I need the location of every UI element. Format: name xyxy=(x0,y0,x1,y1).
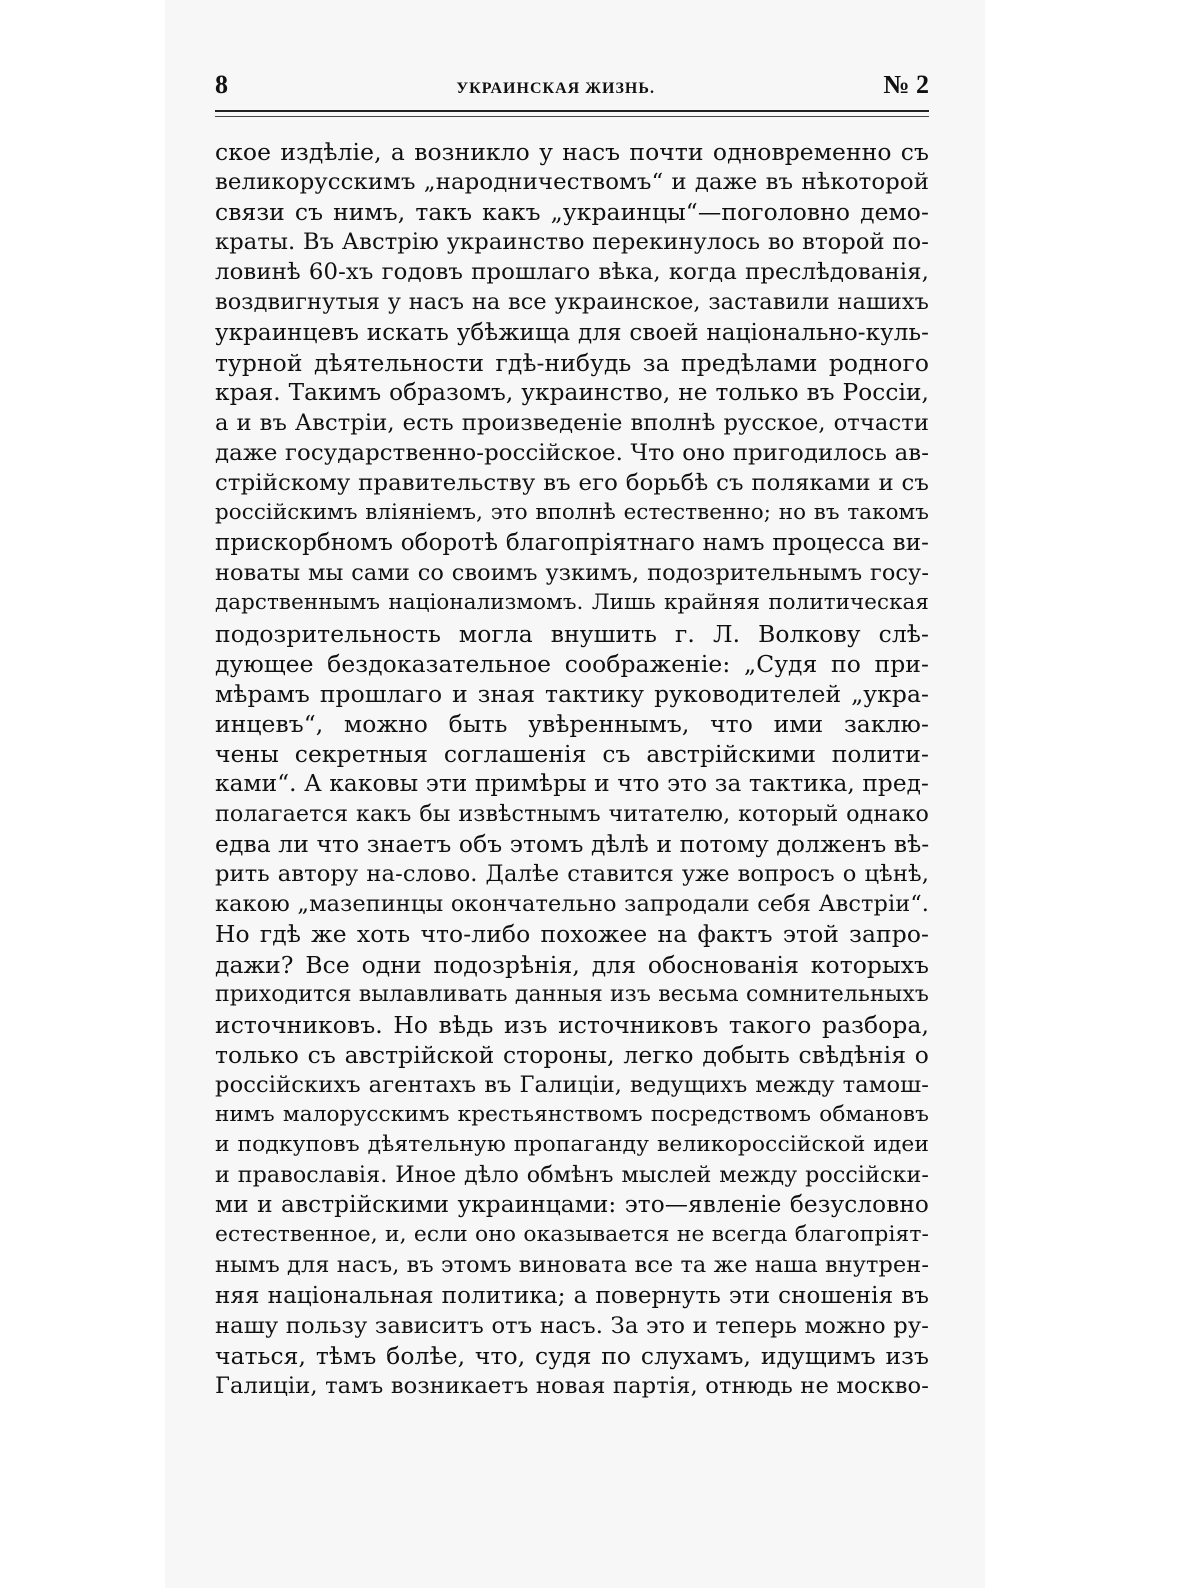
text-line: воздвигнутыя у насъ на все украинское, заставили нашихъ xyxy=(215,289,929,316)
text-line: прискорбномъ оборотѣ благопріятнаго намъ процесса ви- xyxy=(215,530,929,557)
text-line: Галиціи, тамъ возникаетъ новая партія, отнюдь не москво- xyxy=(215,1372,929,1399)
text-line: ское издѣліе, а возникло у насъ почти одновременно съ xyxy=(215,138,929,166)
text-line: дажи? Все одни подозрѣнія, для обоснованія которыхъ xyxy=(215,950,929,979)
text-line: няя національная политика; а повернуть эти сношенія въ xyxy=(215,1282,929,1309)
text-line: подозрительность могла внушить г. Л. Волкову слѣ- xyxy=(215,619,929,648)
text-line: инцевъ“, можно быть увѣреннымъ, что ими заклю- xyxy=(215,709,929,738)
text-line: нымъ для насъ, въ этомъ виновата все та же наша внутрен- xyxy=(215,1252,929,1279)
text-line: Но гдѣ же хоть что-либо похожее на фактъ этой запро- xyxy=(215,920,929,949)
text-line: едва ли что знаетъ объ этомъ дѣлѣ и потому долженъ вѣ- xyxy=(215,830,930,859)
text-line: даже государственно-россійское. Что оно пригодилось ав- xyxy=(215,439,929,466)
text-line: приходится вылавливать данныя изъ весьма сомнительныхъ xyxy=(215,981,929,1007)
text-line: а и въ Австріи, есть произведеніе вполнѣ русское, отчасти xyxy=(215,409,929,436)
page-number: 8 xyxy=(215,70,228,99)
page xyxy=(215,70,929,1401)
text-line: украинцевъ искать убѣжища для своей національно-куль- xyxy=(215,319,929,346)
text-line: чены секретныя соглашенія съ австрійскими полити- xyxy=(215,739,929,768)
text-line: и православія. Иное дѣло обмѣнъ мыслей между россійски- xyxy=(215,1162,929,1189)
text-line: стрійскому правительству въ его борьбѣ съ поляками и съ xyxy=(215,470,929,497)
text-line: связи съ нимъ, такъ какъ „украинцы“—поголовно демо- xyxy=(215,198,929,227)
header-rule xyxy=(215,110,929,112)
text-line: источниковъ. Но вѣдь изъ источниковъ такого разбора, xyxy=(215,1010,929,1039)
text-line: краты. Въ Австрію украинство перекинулось во второй по- xyxy=(215,229,929,256)
issue-number: № 2 xyxy=(883,70,929,99)
text-line: нашу пользу зависитъ отъ насъ. За это и теперь можно ру- xyxy=(215,1312,929,1339)
text-line: и подкуповъ дѣятельную пропаганду великороссійской идеи xyxy=(215,1132,929,1158)
text-line: нимъ малорусскимъ крестьянствомъ посредствомъ обмановъ xyxy=(215,1102,929,1127)
text-line: только съ австрійской стороны, легко добыть свѣдѣнія о xyxy=(215,1040,929,1069)
text-line: края. Такимъ образомъ, украинство, не только въ Россіи, xyxy=(215,378,929,406)
text-line: мѣрамъ прошлаго и зная тактику руководителей „укра- xyxy=(215,679,929,708)
text-line: россійскимъ вліяніемъ, это вполнѣ естественно; но въ такомъ xyxy=(215,500,929,526)
text-line: россійскихъ агентахъ въ Галиціи, ведущихъ между тамош- xyxy=(215,1071,929,1098)
text-line: естественное, и, если оно оказывается не всегда благопріят- xyxy=(215,1222,929,1248)
running-header xyxy=(215,70,929,106)
text-line: ловинѣ 60-хъ годовъ прошлаго вѣка, когда преслѣдованія, xyxy=(215,259,929,286)
text-line: рить автору на-слово. Далѣе ставится уже вопросъ о цѣнѣ, xyxy=(215,861,929,888)
running-title: УКРАИНСКАЯ ЖИЗНЬ. xyxy=(456,80,655,97)
text-line: какою „мазепинцы окончательно запродали себя Австріи“. xyxy=(215,891,929,918)
header-rule-thin xyxy=(215,116,929,117)
body-text xyxy=(215,137,929,1401)
text-line: ми и австрійскими украинцами: это—явленіе безусловно xyxy=(215,1191,929,1219)
text-line: новаты мы сами со своимъ узкимъ, подозрительнымъ госу- xyxy=(215,560,929,587)
text-line: дующее бездоказательное соображеніе: „Судя по при- xyxy=(215,649,929,678)
text-line: турной дѣятельности гдѣ-нибудь за предѣлами родного xyxy=(215,348,929,377)
text-line: дарственнымъ націонализмомъ. Лишь крайняя политическая xyxy=(215,590,929,616)
text-line: ками“. А каковы эти примѣры и что это за тактика, пред- xyxy=(215,769,929,797)
text-line: полагается какъ бы извѣстнымъ читателю, который однако xyxy=(215,801,929,828)
text-line: чаться, тѣмъ болѣе, что, судя по слухамъ, идущимъ изъ xyxy=(215,1341,929,1370)
text-line: великорусскимъ „народничествомъ“ и даже въ нѣкоторой xyxy=(215,169,929,196)
